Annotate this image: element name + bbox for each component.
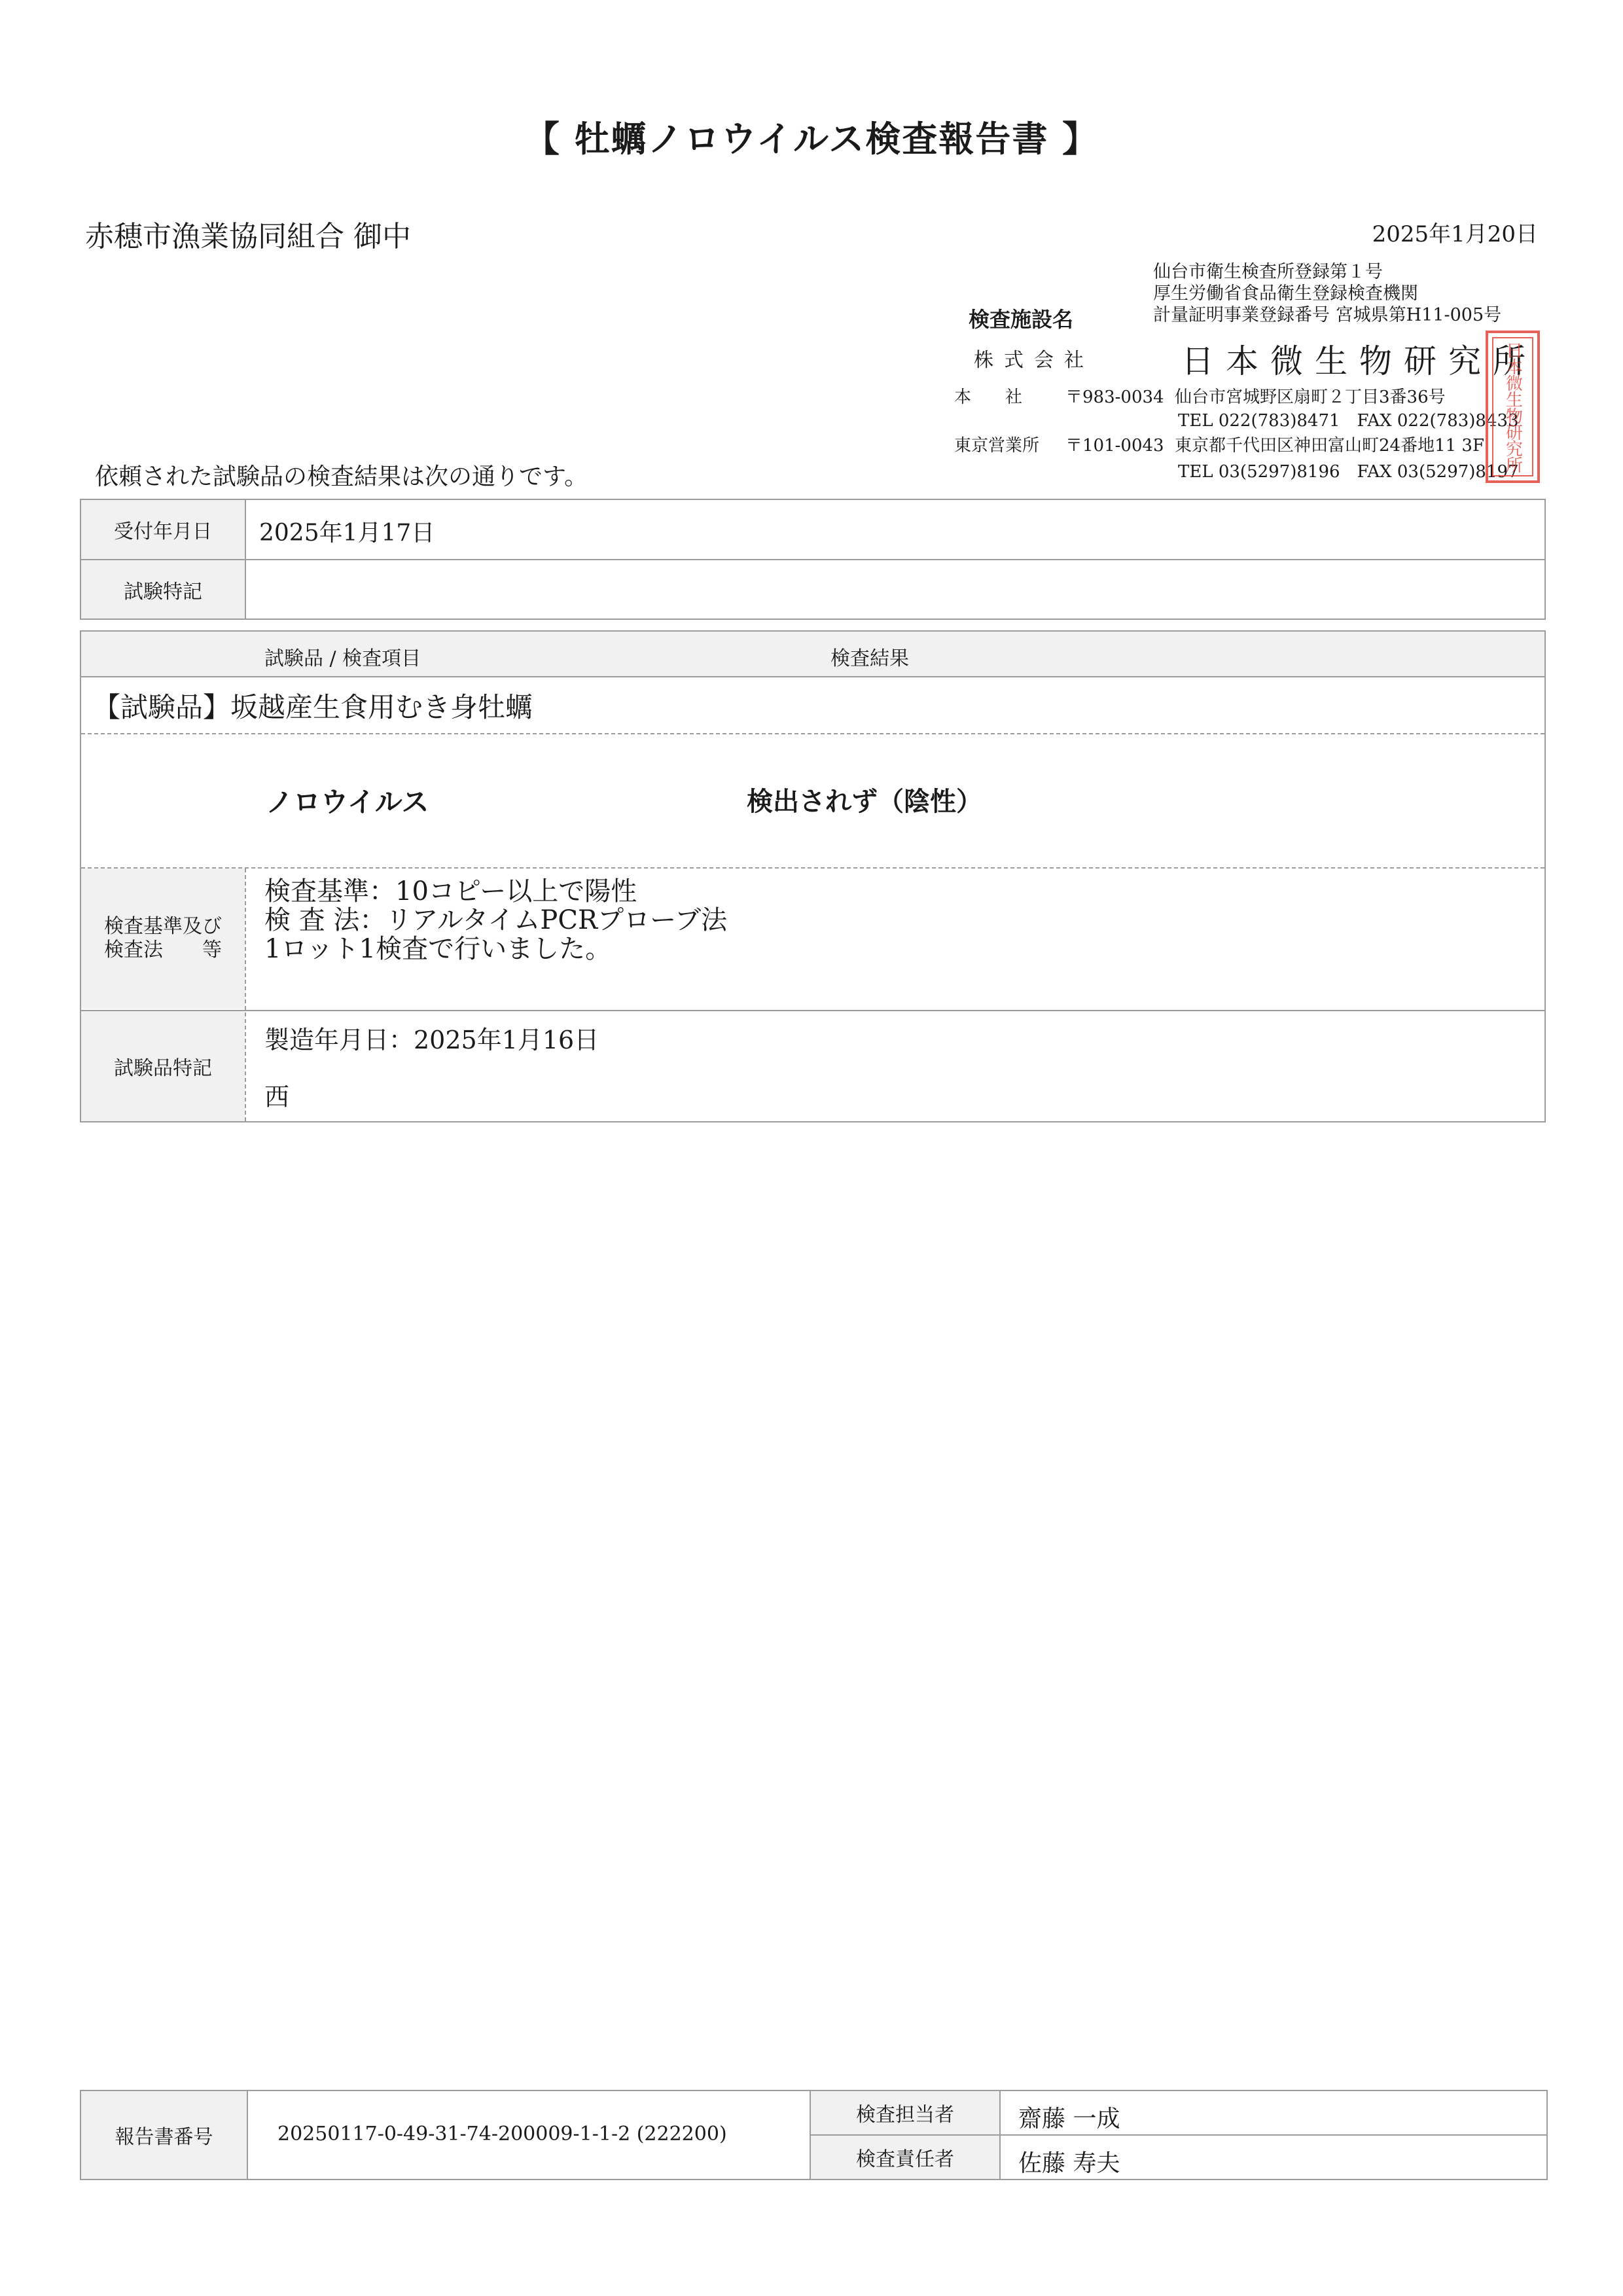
supervisor-label: 検査責任者	[811, 2136, 999, 2179]
criteria-label	[81, 869, 245, 1009]
test-notes-label: 試験特記	[81, 560, 245, 619]
criteria-label-line: 検査基準及び	[104, 915, 222, 938]
company-seal	[1486, 331, 1540, 483]
test-item: ノロウイルス	[266, 786, 429, 818]
inspector-label: 検査担当者	[811, 2091, 999, 2134]
registration-line: 厚生労働省食品衛生登録検査機関	[1153, 283, 1418, 304]
header-sample-item: 試験品 / 検査項目	[264, 647, 421, 670]
head-office-postal: 〒983-0034	[1065, 387, 1164, 407]
seal-text: 日本微生物研究所	[1503, 341, 1523, 473]
sample-name: 【試験品】坂越産生食用むき身牡蠣	[93, 691, 533, 723]
test-result: 検出されず（陰性）	[747, 787, 982, 817]
criteria-line: 1ロット1検査で行いました。	[264, 934, 612, 964]
header-result: 検査結果	[830, 647, 909, 670]
tokyo-office-contact: TEL 03(5297)8196 FAX 03(5297)8197	[1178, 462, 1519, 482]
issue-date: 2025年1月20日	[1372, 221, 1538, 247]
footer-table	[80, 2090, 1548, 2180]
supervisor-name: 佐藤 寿夫	[1018, 2150, 1120, 2177]
intro-text: 依頼された試験品の検査結果は次の通りです。	[95, 463, 588, 490]
tokyo-office-address: 東京都千代田区神田富山町24番地11 3F	[1175, 436, 1485, 456]
received-date: 2025年1月17日	[259, 520, 435, 547]
corporation-name: 日本微生物研究所	[1181, 342, 1537, 380]
report-number-label: 報告書番号	[81, 2091, 247, 2179]
report-title: 【 牡蠣ノロウイルス検査報告書 】	[524, 118, 1099, 160]
criteria-text	[264, 877, 727, 963]
reception-table	[80, 499, 1546, 620]
tokyo-office-label: 東京営業所	[954, 436, 1040, 456]
registration-line: 計量証明事業登録番号 宮城県第H11-005号	[1153, 305, 1502, 325]
recipient: 赤穂市漁業協同組合 御中	[85, 220, 411, 253]
head-office-address: 仙台市宮城野区扇町２丁目3番36号	[1175, 387, 1446, 407]
corporation-type: 株式会社	[974, 349, 1094, 372]
sample-note: 西	[264, 1083, 290, 1111]
criteria-line: 検査基準：10コピー以上で陽性	[264, 876, 637, 906]
inspector-name: 齋藤 一成	[1018, 2106, 1120, 2132]
tokyo-office-postal: 〒101-0043	[1065, 436, 1164, 456]
results-table	[80, 630, 1546, 1122]
head-office-contact: TEL 022(783)8471 FAX 022(783)8433	[1178, 411, 1519, 431]
manufacture-date: 製造年月日：2025年1月16日	[264, 1026, 599, 1054]
criteria-line: 検 査 法：リアルタイムPCRプローブ法	[264, 905, 728, 935]
report-number: 20250117-0-49-31-74-200009-1-1-2 (222200)	[277, 2123, 727, 2145]
head-office-label: 本 社	[954, 387, 1023, 407]
registration-line: 仙台市衛生検査所登録第１号	[1153, 262, 1383, 282]
sample-notes-label: 試験品特記	[81, 1011, 245, 1121]
received-date-label: 受付年月日	[81, 500, 245, 559]
criteria-label-line: 検査法 等	[104, 939, 222, 961]
facility-label: 検査施設名	[969, 307, 1074, 332]
